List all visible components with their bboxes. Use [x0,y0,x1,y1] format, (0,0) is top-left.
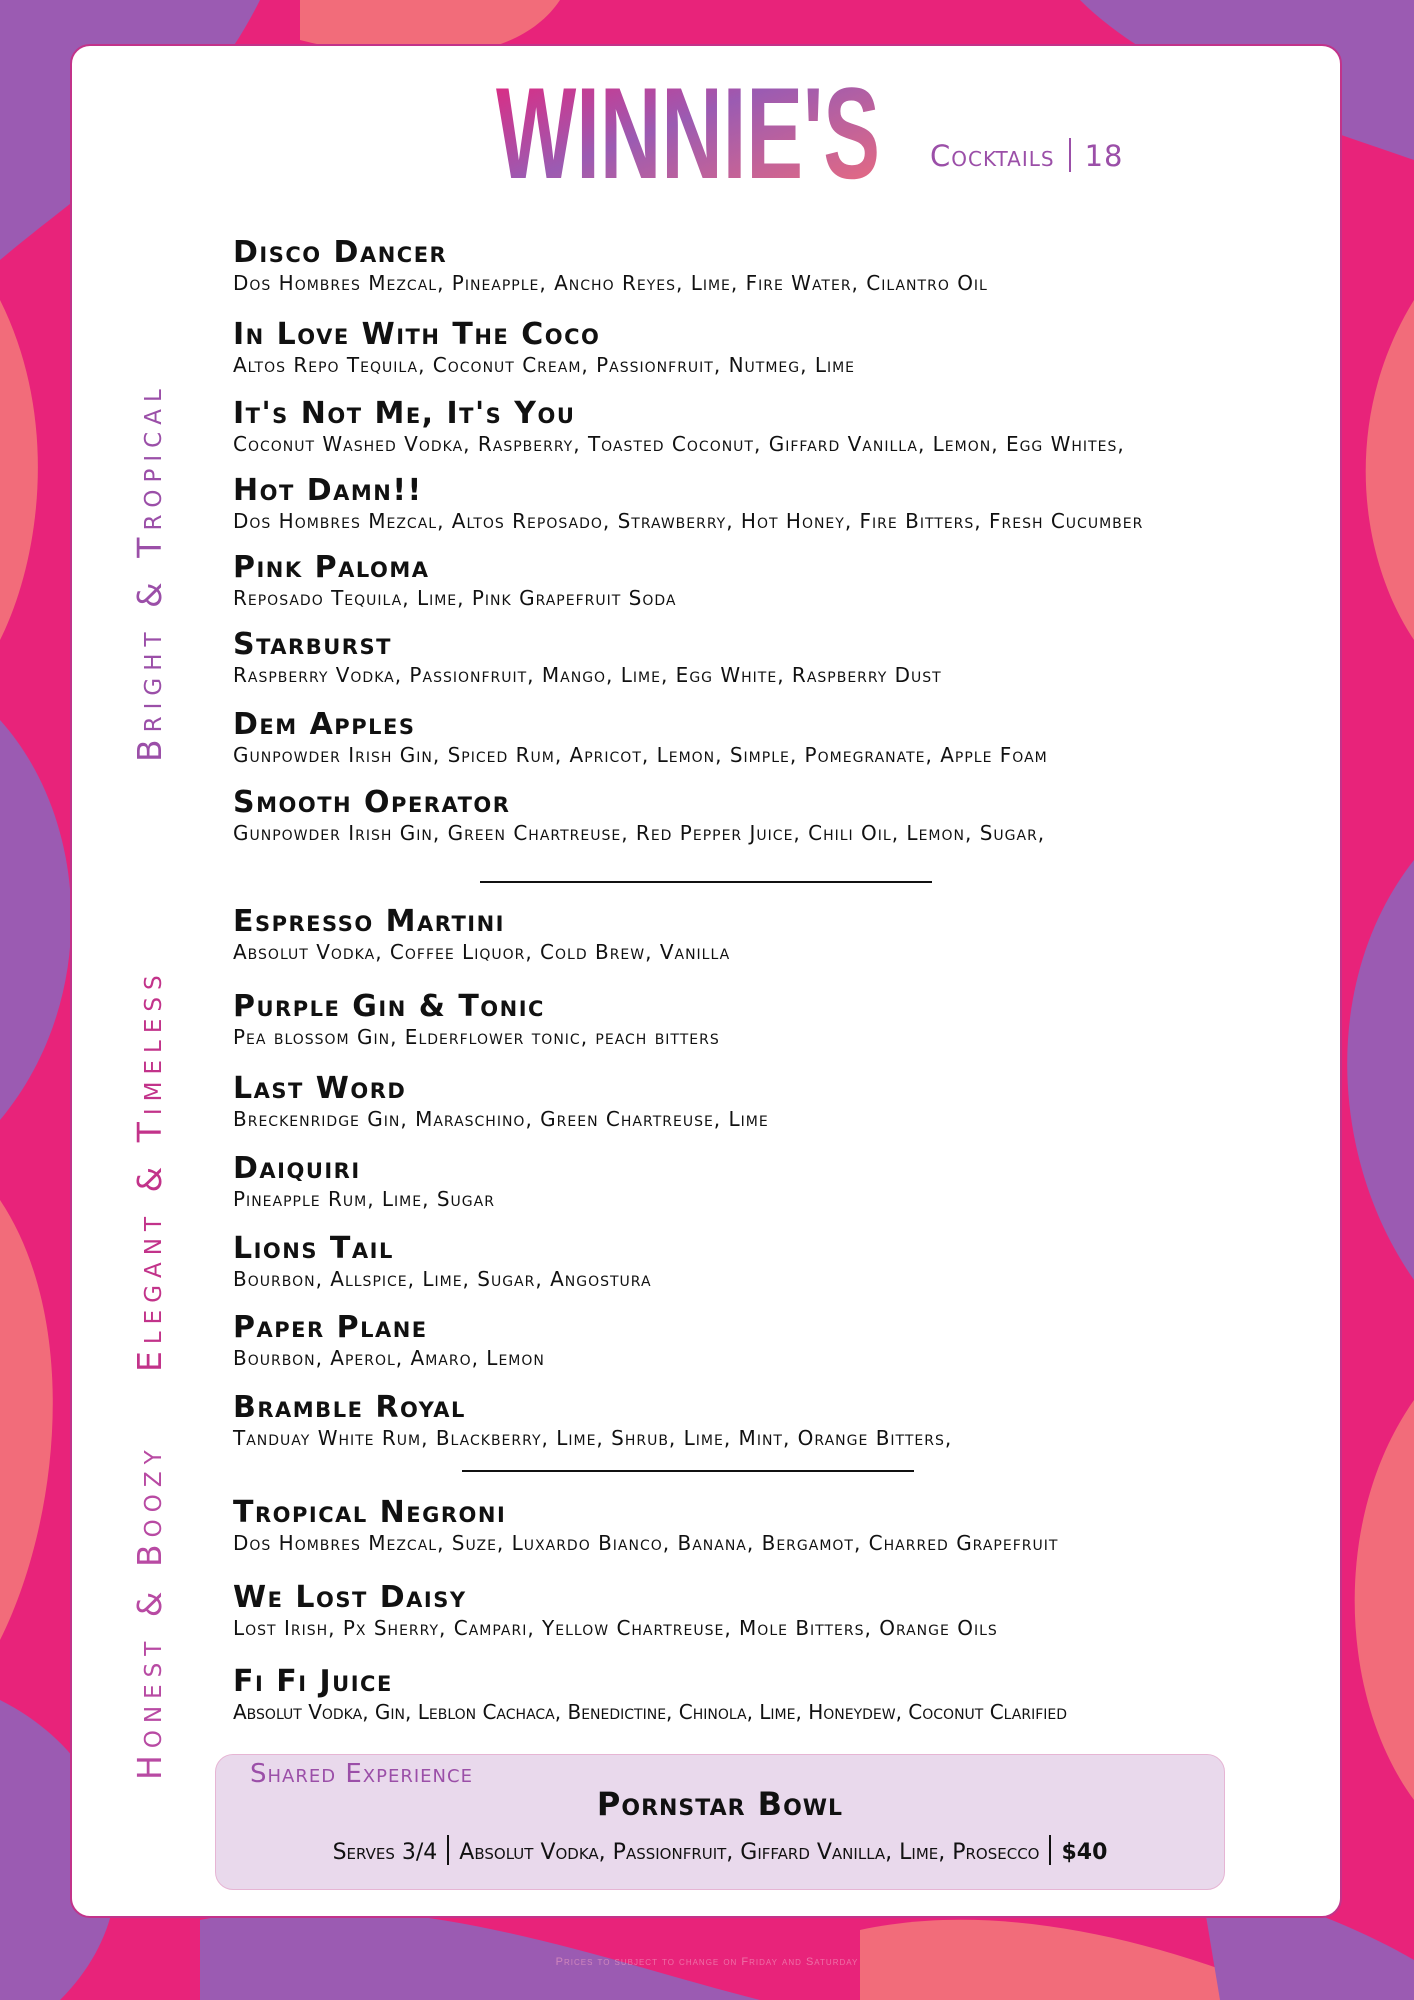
section-bright-tropical: Bright & Tropical [130,382,169,762]
shared-ingredients: Absolut Vodka, Passionfruit, Giffard Vanilla, Lime, Prosecco [459,1840,1040,1865]
item-ingredients: Gunpowder Irish Gin, Green Chartreuse, Red Pepper Juice, Chili Oil, Lemon, Sugar, [233,821,1046,845]
price-footnote: Prices to subject to change on Friday and Saturday [555,1956,859,1968]
item-ingredients: Lost Irish, Px Sherry, Campari, Yellow Chartreuse, Mole Bitters, Orange Oils [233,1616,998,1640]
item-ingredients: Gunpowder Irish Gin, Spiced Rum, Apricot, Lemon, Simple, Pomegranate, Apple Foam [233,743,1048,767]
menu-item [233,1496,1058,1556]
menu-item [233,1391,952,1451]
item-name: Purple Gin & Tonic [233,989,545,1024]
detail-divider [1049,1835,1051,1865]
item-name: Pink Paloma [233,550,430,585]
item-name: Disco Dancer [233,235,448,270]
menu-item [233,1581,998,1641]
heading-divider [1069,138,1071,172]
menu-item [233,708,1048,768]
item-ingredients: Pea blossom Gin, Elderflower tonic, peach bitters [233,1025,720,1049]
item-ingredients: Tanduay White Rum, Blackberry, Lime, Shrub, Lime, Mint, Orange Bitters, [233,1426,953,1450]
item-ingredients: Altos Repo Tequila, Coconut Cream, Passionfruit, Nutmeg, Lime [233,353,856,377]
menu-item [233,1232,652,1292]
item-name: Espresso Martini [233,904,505,939]
item-ingredients: Dos Hombres Mezcal, Suze, Luxardo Bianco, Banana, Bergamot, Charred Grapefruit [233,1531,1059,1555]
menu-item [233,628,942,688]
shared-experience-panel [215,1754,1225,1890]
item-name: Smooth Operator [233,785,511,820]
item-ingredients: Reposado Tequila, Lime, Pink Grapefruit Soda [233,586,677,610]
menu-item [233,1072,769,1132]
winnies-logo [493,72,883,184]
shared-item-name: Pornstar Bowl [596,1785,844,1823]
item-ingredients: Absolut Vodka, Coffee Liquor, Cold Brew, Vanilla [233,940,731,964]
item-name: Dem Apples [233,707,416,742]
shared-serves: Serves 3/4 [332,1840,438,1865]
item-name: Tropical Negroni [233,1495,507,1530]
item-name: Starburst [233,627,392,662]
menu-item [233,905,730,965]
cocktails-price: 18 [1084,139,1124,173]
cocktails-heading [930,138,1124,178]
menu-item [233,397,1125,457]
menu-item [233,990,720,1050]
item-ingredients: Bourbon, Aperol, Amaro, Lemon [233,1346,545,1370]
cocktails-label: Cocktails [930,139,1055,173]
shared-experience-label: Shared Experience [250,1759,473,1789]
item-name: Fi Fi Juice [233,1664,393,1699]
item-ingredients: Absolut Vodka, Gin, Leblon Cachaca, Benedictine, Chinola, Lime, Honeydew, Coconut Clarified [233,1700,1068,1724]
item-name: Paper Plane [233,1310,428,1345]
item-name: Hot Damn!! [233,473,423,508]
menu-item [233,786,1045,846]
item-name: Bramble Royal [233,1390,466,1425]
shared-price: $40 [1061,1840,1108,1865]
section-divider [462,1470,914,1472]
item-name: In Love With The Coco [233,317,601,352]
item-ingredients: Dos Hombres Mezcal, Pineapple, Ancho Reyes, Lime, Fire Water, Cilantro Oil [233,271,988,295]
item-name: Daiquiri [233,1151,361,1186]
menu-item [233,1152,495,1212]
item-ingredients: Pineapple Rum, Lime, Sugar [233,1187,495,1211]
menu-item [233,236,988,296]
menu-item [233,474,1143,534]
section-divider [480,881,932,883]
item-ingredients: Coconut Washed Vodka, Raspberry, Toasted Coconut, Giffard Vanilla, Lemon, Egg Whites, [233,432,1125,456]
svg-text:WINNIE'S: WINNIE'S [496,72,880,184]
section-honest-boozy: Honest & Boozy [130,1443,169,1780]
section-elegant-timeless: Elegant & Timeless [130,968,169,1372]
item-ingredients: Bourbon, Allspice, Lime, Sugar, Angostura [233,1267,652,1291]
menu-item [233,551,676,611]
menu-item [233,1665,1067,1725]
shared-item-details [216,1835,1224,1865]
item-ingredients: Dos Hombres Mezcal, Altos Reposado, Strawberry, Hot Honey, Fire Bitters, Fresh Cucumber [233,509,1144,533]
item-name: Last Word [233,1071,407,1106]
item-name: Lions Tail [233,1231,394,1266]
detail-divider [447,1835,449,1865]
menu-item [233,1311,545,1371]
item-name: It's Not Me, It's You [233,396,576,431]
item-ingredients: Breckenridge Gin, Maraschino, Green Chartreuse, Lime [233,1107,769,1131]
item-name: We Lost Daisy [233,1580,467,1615]
item-ingredients: Raspberry Vodka, Passionfruit, Mango, Lime, Egg White, Raspberry Dust [233,663,942,687]
menu-item [233,318,855,378]
